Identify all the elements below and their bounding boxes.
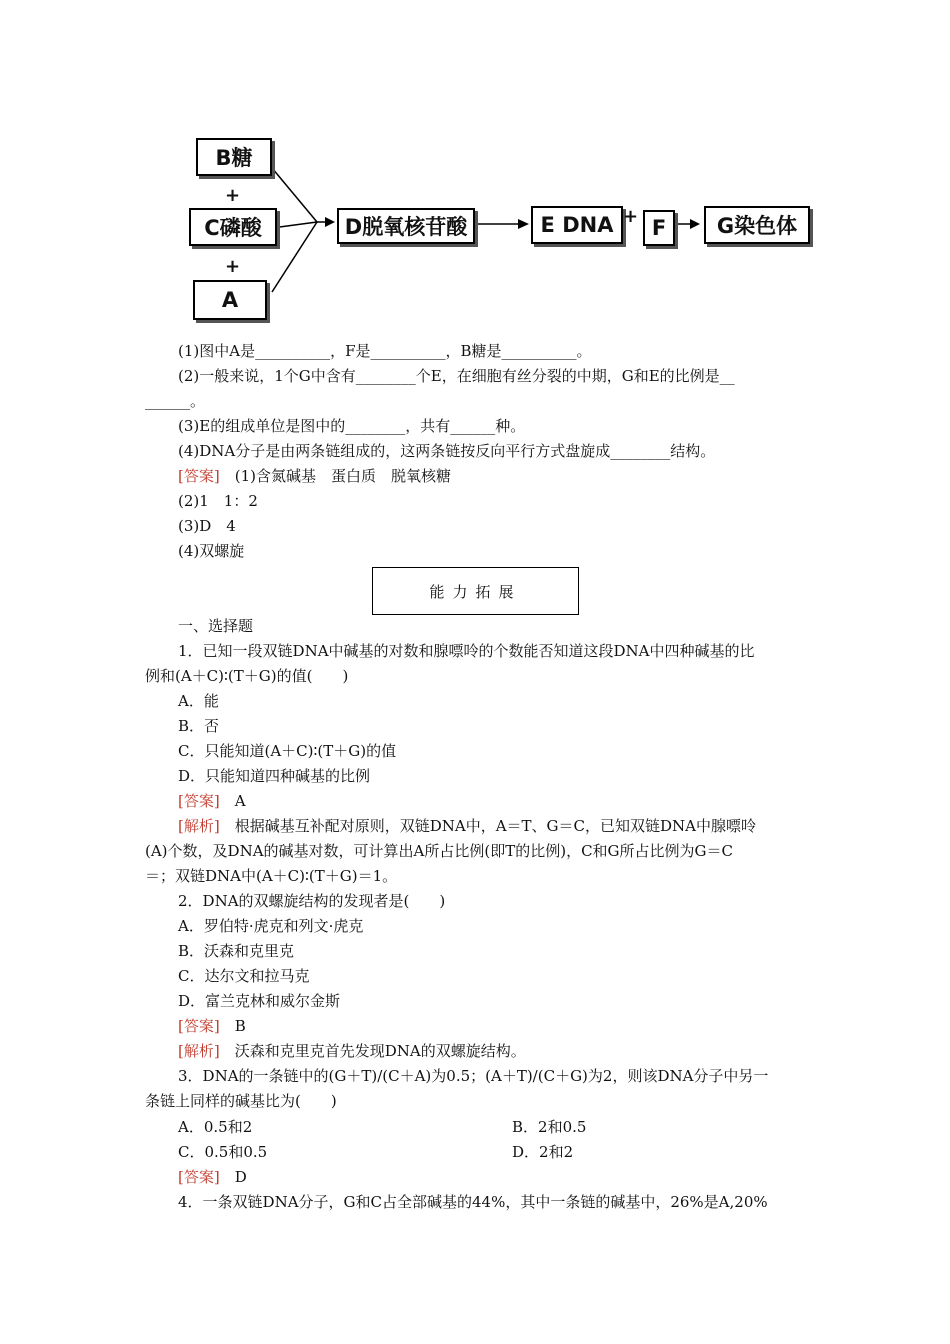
flow-diagram [185,130,825,330]
answer-line-3: (3)D 4 [178,517,236,535]
q3-answer-value: D [234,1168,247,1186]
q3-option-d: D．2和2 [512,1143,574,1161]
question-line-1: (1)图中A是__________，F是__________，B糖是__________。 [178,342,592,360]
q2-option-a: A．罗伯特·虎克和列文·虎克 [178,917,364,935]
answer-tag: [答案] [178,467,220,485]
section-title: 能力拓展 [372,567,579,615]
answer-tag: [答案] [178,1168,220,1186]
answer-tag: [答案] [178,1017,220,1035]
q2-option-b: B．沃森和克里克 [178,942,295,960]
plus-sign-1: + [225,185,241,206]
q1-option-d: D．只能知道四种碱基的比例 [178,767,371,785]
q2-answer [178,1016,246,1036]
analysis-tag: [解析] [178,817,220,835]
plus-sign-2: + [225,256,241,277]
answer-line-2: (2)1 1：2 [178,492,258,510]
question-line-2: (2)一般来说，1个G中含有________个E，在细胞有丝分裂的中期，G和E的比例是__ [178,367,735,385]
q1-analysis-1 [178,816,756,836]
q1-analysis-text-1: 根据碱基互补配对原则，双链DNA中，A＝T、G＝C，已知双链DNA中腺嘌呤 [234,817,757,835]
node-a: A [193,280,267,320]
node-c-phosphate: C磷酸 [189,208,277,246]
node-d-nucleotide: D脱氧核苷酸 [337,208,475,244]
q1-stem-2: 例和(A＋C)∶(T＋G)的值( ) [145,667,349,685]
q3-answer [178,1167,247,1187]
answer-tag: [答案] [178,792,220,810]
analysis-tag: [解析] [178,1042,220,1060]
q3-option-a: A．0.5和2 [178,1118,253,1136]
q2-analysis [178,1041,526,1061]
q2-answer-value: B [234,1017,246,1035]
question-line-2-cont: ______。 [145,392,206,410]
q3-stem-2: 条链上同样的碱基比为( ) [145,1092,337,1110]
question-line-3: (3)E的组成单位是图中的________，共有______种。 [178,417,526,435]
q1-analysis-3: ＝；双链DNA中(A＋C)∶(T＋G)＝1。 [145,867,398,885]
q3-option-b: B．2和0.5 [512,1118,587,1136]
node-b-sugar: B糖 [196,138,272,176]
q1-option-a: A．能 [178,692,219,710]
q4-stem-1: 4．一条双链DNA分子，G和C占全部碱基的44%，其中一条链的碱基中，26%是A,20% [178,1193,768,1211]
q1-answer [178,791,246,811]
q1-option-c: C．只能知道(A＋C)∶(T＋G)的值 [178,742,397,760]
plus-sign-3: + [623,206,639,227]
answer-line-4: (4)双螺旋 [178,542,245,560]
node-e-dna: E DNA [531,206,623,244]
q2-analysis-text: 沃森和克里克首先发现DNA的双螺旋结构。 [234,1042,526,1060]
q2-option-c: C．达尔文和拉马克 [178,967,310,985]
q1-stem-1: 1．已知一段双链DNA中碱基的对数和腺嘌呤的个数能否知道这段DNA中四种碱基的比 [178,642,755,660]
answer-line-1 [178,466,451,486]
q1-answer-value: A [234,792,246,810]
q3-stem-1: 3．DNA的一条链中的(G＋T)/(C＋A)为0.5；(A＋T)/(C＋G)为2，则该DNA分子中另一 [178,1067,769,1085]
choice-heading: 一、选择题 [178,617,254,635]
node-g-chromosome: G染色体 [704,206,810,244]
q2-option-d: D．富兰克林和威尔金斯 [178,992,341,1010]
answer-text: (1)含氮碱基 蛋白质 脱氧核糖 [234,467,451,485]
q2-stem: 2．DNA的双螺旋结构的发现者是( ) [178,892,446,910]
question-line-4: (4)DNA分子是由两条链组成的，这两条链按反向平行方式盘旋成________结构。 [178,442,716,460]
node-f: F [643,210,675,246]
q1-option-b: B．否 [178,717,220,735]
q3-option-c: C．0.5和0.5 [178,1143,268,1161]
q1-analysis-2: (A)个数，及DNA的碱基对数，可计算出A所占比例(即T的比例)，C和G所占比例为G＝C [145,842,733,860]
